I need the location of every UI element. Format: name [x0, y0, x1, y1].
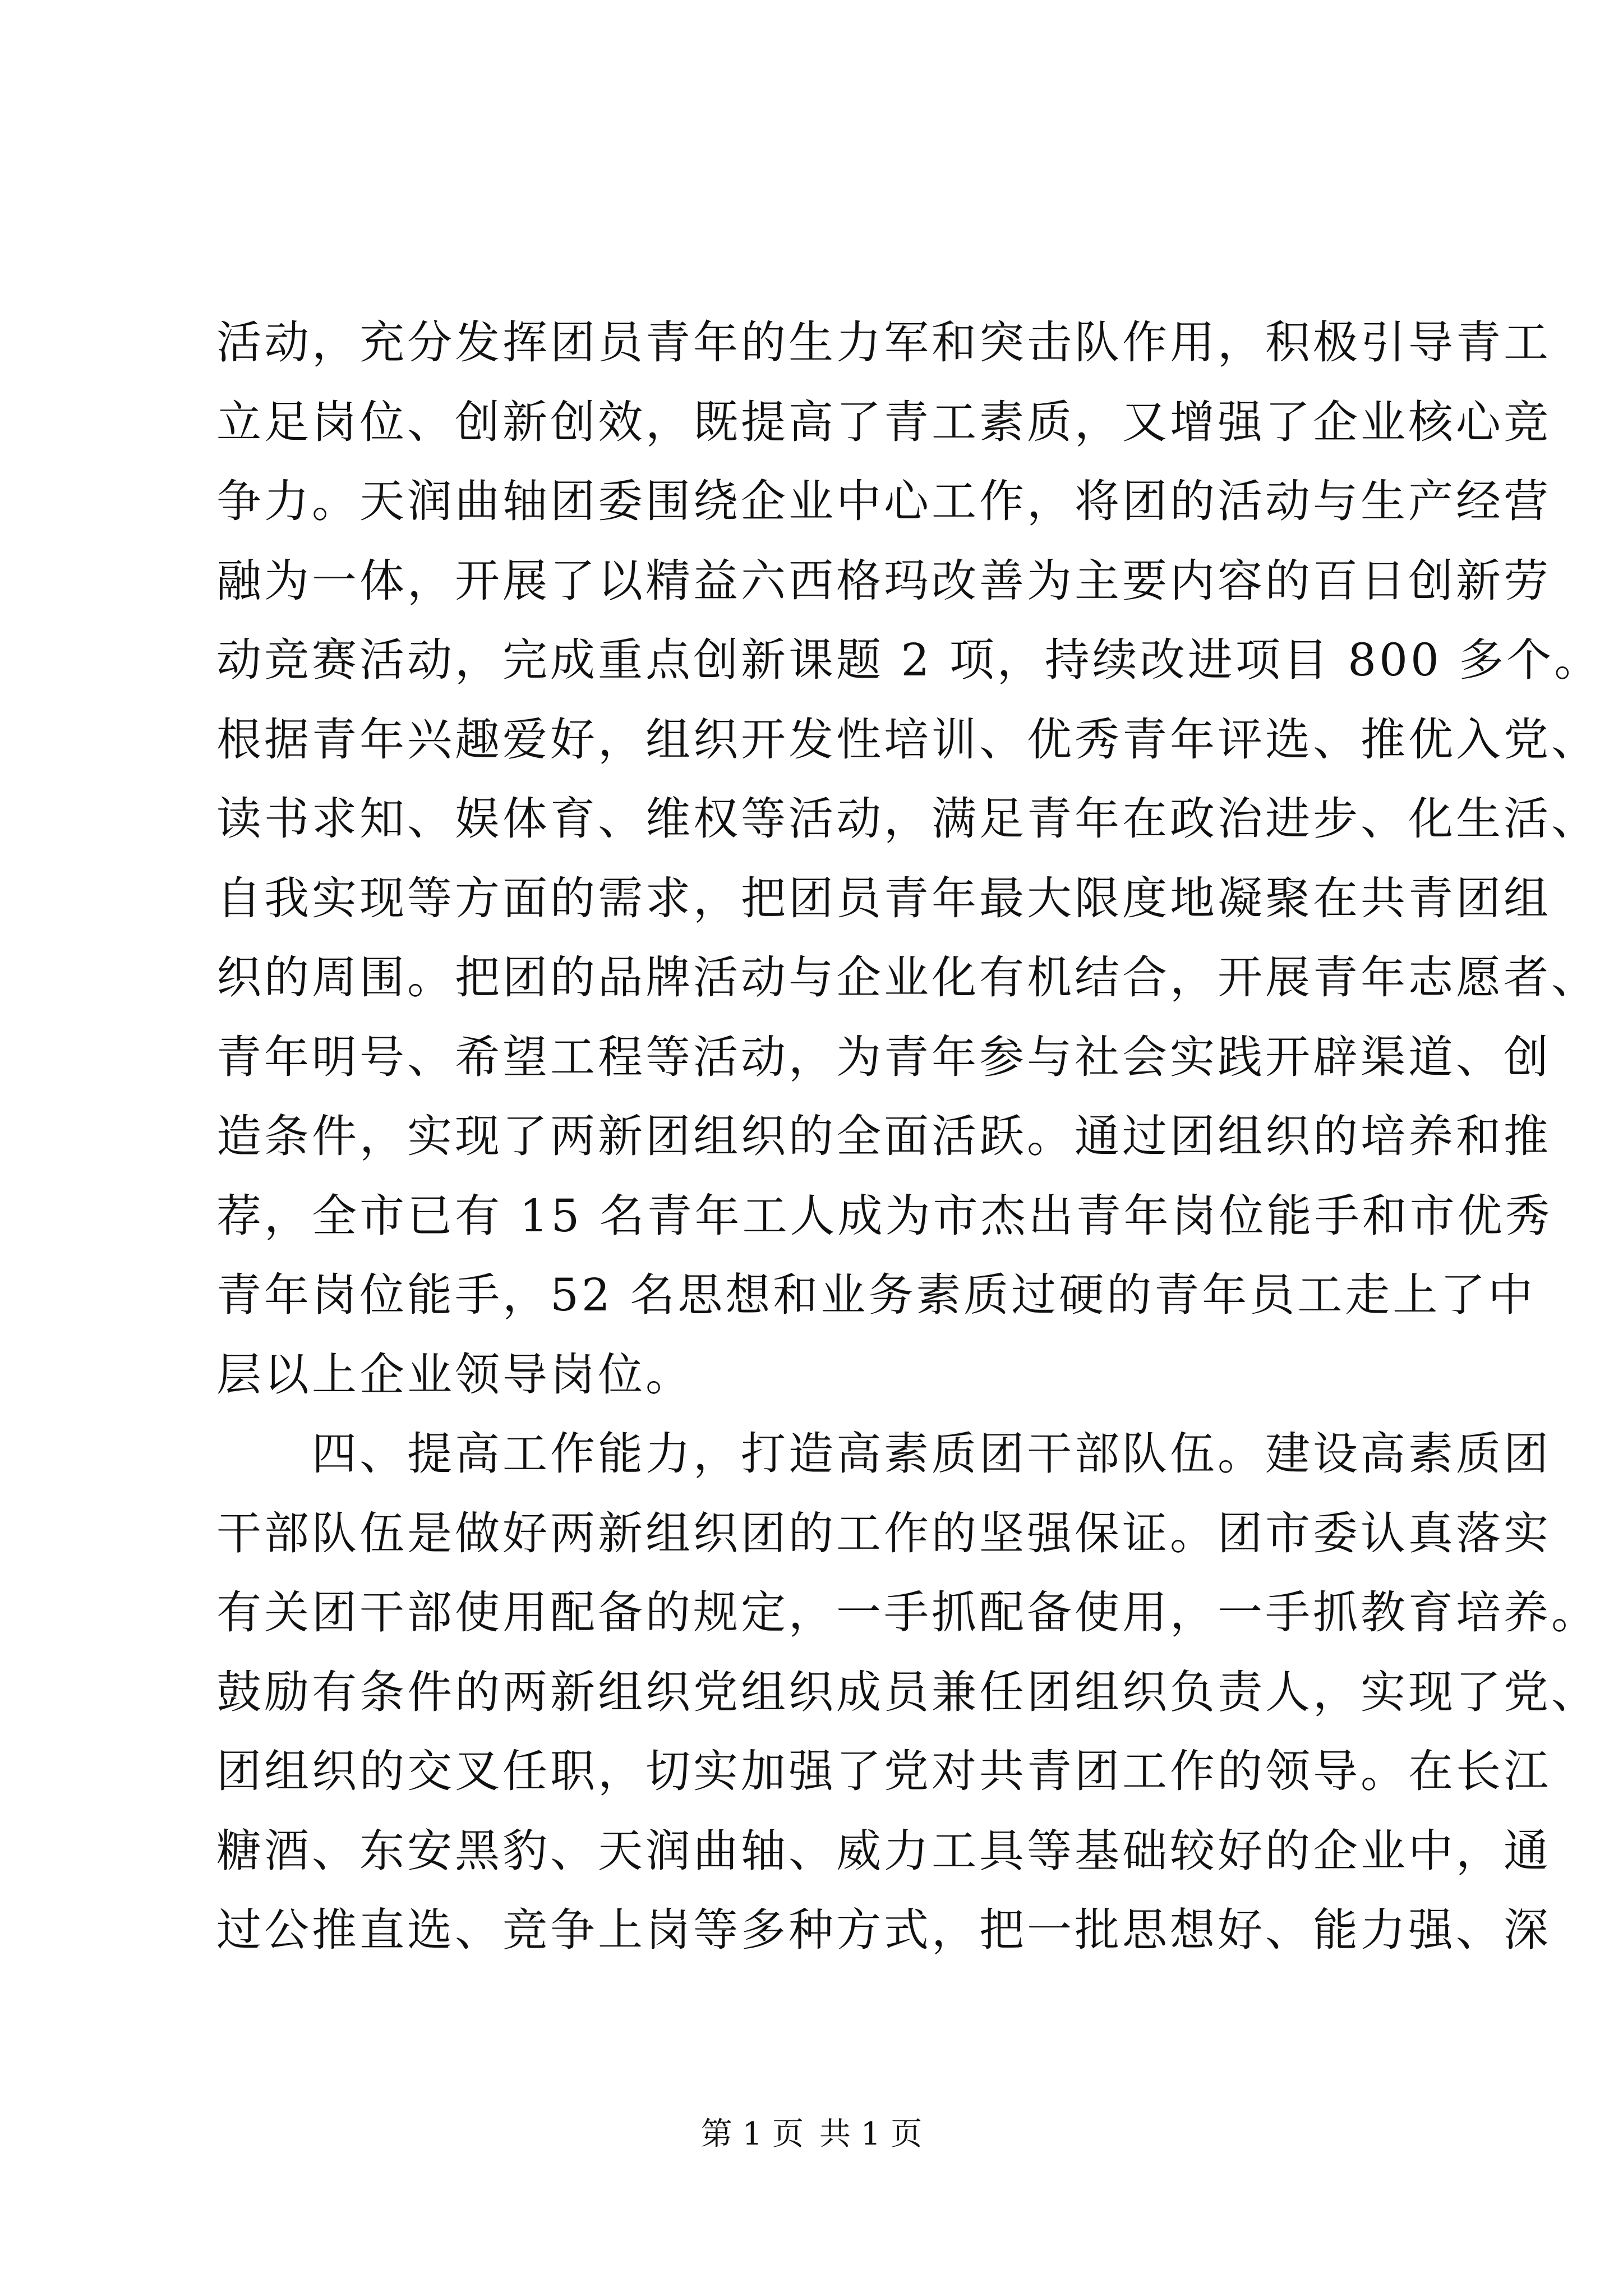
document-body: [216, 303, 1602, 1970]
text-line: 过公推直选、竞争上岗等多种方式，把一批思想好、能力强、深: [216, 1904, 1551, 1956]
text-line: 融为一体，开展了以精益六西格玛改善为主要内容的百日创新劳: [216, 554, 1551, 607]
text-line: 造条件，实现了两新团组织的全面活跃。通过团组织的培养和推: [216, 1110, 1551, 1162]
text-line: 荐，全市已有 15 名青年工人成为市杰出青年岗位能手和市优秀: [216, 1189, 1553, 1242]
text-line: 读书求知、娱体育、维权等活动，满足青年在政治进步、化生活、: [216, 793, 1599, 845]
text-line: 团组织的交叉任职，切实加强了党对共青团工作的领导。在长江: [216, 1745, 1551, 1797]
text-line: 干部队伍是做好两新组织团的工作的坚强保证。团市委认真落实: [216, 1507, 1551, 1559]
text-line: 立足岗位、创新创效，既提高了青工素质，又增强了企业核心竞: [216, 395, 1551, 448]
page-footer: [0, 2115, 1623, 2154]
text-line: 活动，充分发挥团员青年的生力军和突击队作用，积极引导青工: [216, 316, 1551, 369]
text-line: 四、提高工作能力，打造高素质团干部队伍。建设高素质团: [216, 1428, 1551, 1480]
text-line: 鼓励有条件的两新组织党组织成员兼任团组织负责人，实现了党、: [216, 1665, 1599, 1718]
text-line: 青年明号、希望工程等活动，为青年参与社会实践开辟渠道、创: [216, 1030, 1551, 1083]
text-line: 层以上企业领导岗位。: [216, 1348, 693, 1401]
text-line: 织的周围。把团的品牌活动与企业化有机结合，开展青年志愿者、: [216, 951, 1599, 1004]
page-total: 共 1 页: [819, 2116, 923, 2152]
page-number: 第 1 页: [700, 2116, 804, 2152]
text-line: 青年岗位能手，52 名思想和业务素质过硬的青年员工走上了中: [216, 1269, 1536, 1321]
text-line: 有关团干部使用配备的规定，一手抓配备使用，一手抓教育培养。: [216, 1586, 1599, 1639]
text-line: 争力。天润曲轴团委围绕企业中心工作，将团的活动与生产经营: [216, 475, 1551, 527]
text-line: 根据青年兴趣爱好，组织开发性培训、优秀青年评选、推优入党、: [216, 713, 1599, 766]
text-line: 自我实现等方面的需求，把团员青年最大限度地凝聚在共青团组: [216, 872, 1551, 924]
text-line: 动竞赛活动，完成重点创新课题 2 项，持续改进项目 800 多个。: [216, 634, 1602, 686]
text-line: 糖酒、东安黑豹、天润曲轴、威力工具等基础较好的企业中，通: [216, 1824, 1551, 1877]
